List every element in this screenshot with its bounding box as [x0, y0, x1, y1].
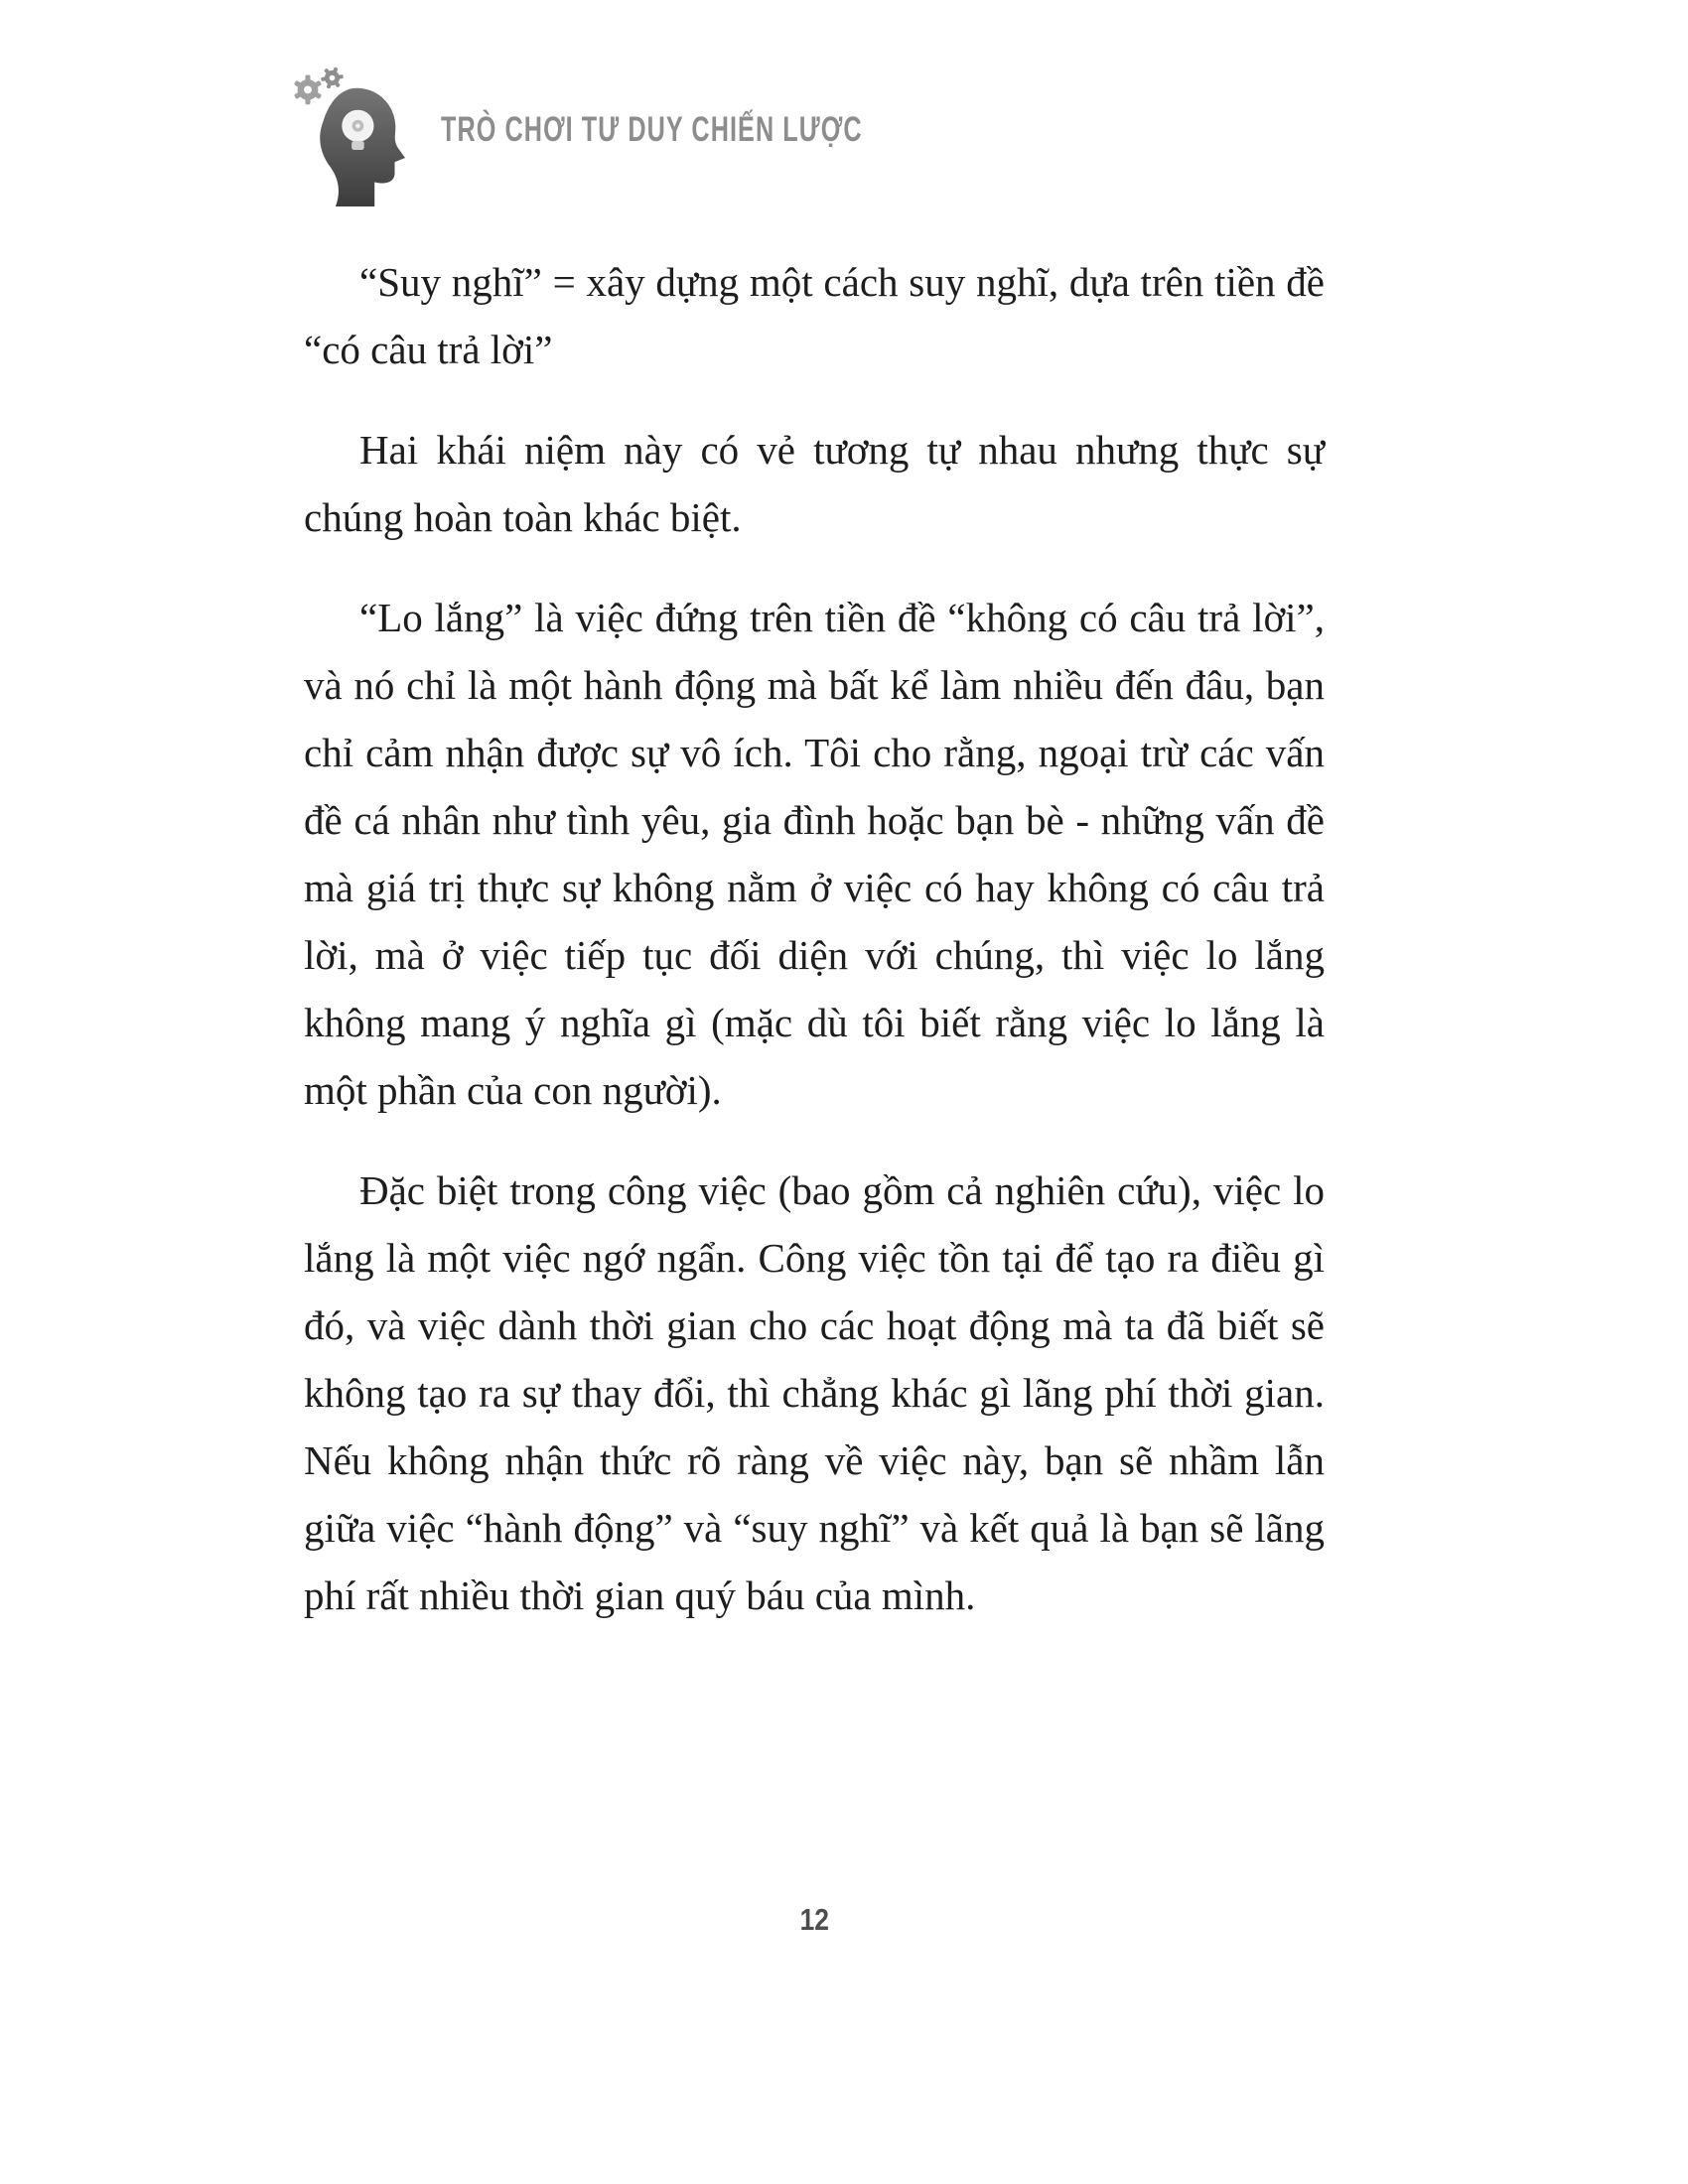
- page-number: 12: [799, 1902, 829, 1937]
- page-header: [280, 66, 1027, 208]
- paragraph: Đặc biệt trong công việc (bao gồm cả nghiên cứu), việc lo lắng là một việc ngớ ngẩn. Công việc tồn tại để tạo ra điều gì đó, và việc dành thời gian cho các hoạt động mà ta đã biết sẽ không tạo ra sự thay đổi, thì chẳng khác gì lãng phí thời gian. Nếu không nhận thức rõ ràng về việc này, bạn sẽ nhầm lẫn giữa việc “hành động” và “suy nghĩ” và kết quả là bạn sẽ lãng phí rất nhiều thời gian quý báu của mình.: [304, 1167, 1325, 1618]
- paragraph: “Suy nghĩ” = xây dựng một cách suy nghĩ, dựa trên tiền đề “có câu trả lời”: [304, 259, 1325, 372]
- book-title: TRÒ CHƠI TƯ DUY CHIẾN LƯỢC: [441, 110, 863, 149]
- head-lightbulb-gears-icon: [280, 66, 419, 208]
- paragraph: “Lo lắng” là việc đứng trên tiền đề “không có câu trả lời”, và nó chỉ là một hành động mà bất kể làm nhiều đến đâu, bạn chỉ cảm nhận được sự vô ích. Tôi cho rằng, ngoại trừ các vấn đề cá nhân như tình yêu, gia đình hoặc bạn bè - những vấn đề mà giá trị thực sự không nằm ở việc có hay không có câu trả lời, mà ở việc tiếp tục đối diện với chúng, thì việc lo lắng không mang ý nghĩa gì (mặc dù tôi biết rằng việc lo lắng là một phần của con người).: [304, 595, 1325, 1113]
- body-text: [304, 248, 1325, 1662]
- paragraph: Hai khái niệm này có vẻ tương tự nhau nhưng thực sự chúng hoàn toàn khác biệt.: [304, 427, 1325, 540]
- page-footer: [304, 1902, 1325, 1938]
